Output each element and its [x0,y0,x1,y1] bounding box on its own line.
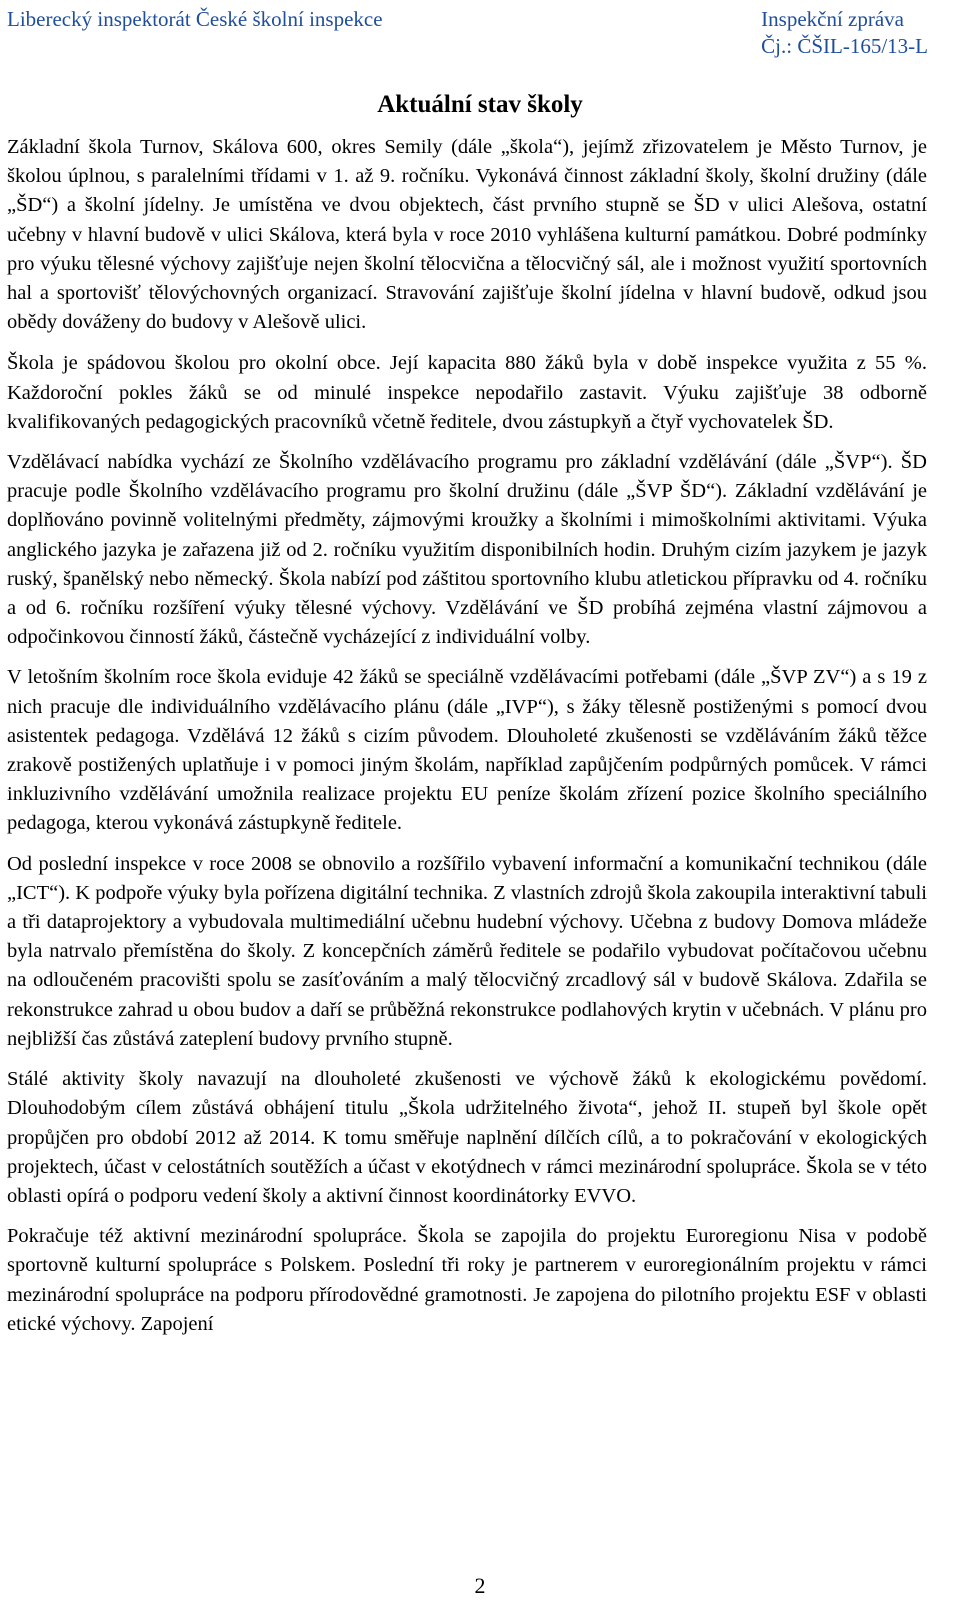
paragraph-ict-equipment: Od poslední inspekce v roce 2008 se obnovilo a rozšířilo vybavení informační a komunikační technikou (dále „ICT“). K podpoře výuky byla pořízena digitální technika. Z vlastních zdrojů škola zakoupila interaktivní tabuli a tři dataprojektory a vybudovala multimediální učebnu hudební výchovy. Učebna z budovy Domova mládeže byla natrvalo přemístěna do školy. Z koncepčních záměrů ředitele se podařilo vybudovat počítačovou učebnu na odloučeném pracovišti spolu se zasíťováním a malý tělocvičný zrcadlový sál v budově Skálova. Zdařila se rekonstrukce zahrad u obou budov a daří se průběžná rekonstrukce podlahových krytin v učebnách. V plánu pro nejbližší čas zůstává zateplení budovy prvního stupně. [7,852,927,1050]
header-reference-number: Čj.: ČŠIL-165/13-L [761,34,928,58]
paragraph-school-description: Základní škola Turnov, Skálova 600, okres Semily (dále „škola“), jejímž zřizovatelem je Město Turnov, je školou úplnou, s paralelními třídami v 1. až 9. ročníku. Vykonává činnost základní školy, školní družiny (dále „ŠD“) a školní jídelny. Je umístěna ve dvou objektech, část prvního stupně se ŠD v ulici Alešova, ostatní učebny v hlavní budově v ulici Skálova, která byla v roce 2010 vyhlášena kulturní památkou. Dobré podmínky pro výuku tělesné výchovy zajišťuje nejen školní tělocvična a tělocvičný sál, ale i možnost využití sportovních hal a sportovišť tělovýchovných organizací. Stravování zajišťuje školní jídelna v hlavní budově, odkud jsou obědy dováženy do budovy v Alešově ulici. [7,136,927,334]
header-organization: Liberecký inspektorát České školní inspekce [7,7,383,31]
paragraph-capacity: Škola je spádovou školou pro okolní obce. Její kapacita 880 žáků byla v době inspekce využita z 55 %. Každoroční pokles žáků se od minulé inspekce nepodařilo zastavit. Výuku zajišťuje 38 odborně kvalifikovaných pedagogických pracovníků včetně ředitele, dvou zástupkyň a čtyř vychovatelek ŠD. [7,352,927,433]
paragraph-international: Pokračuje též aktivní mezinárodní spolupráce. Škola se zapojila do projektu Euroregionu Nisa v podobě sportovně kulturní spolupráce s Polskem. Poslední tři roky je partnerem v euroregionálním projektu v rámci mezinárodní spolupráce na podporu přírodovědné gramotnosti. Je zapojena do pilotního projektu ESF v oblasti etické výchovy. Zapojení [7,1225,927,1335]
page-header [7,6,928,62]
header-document-info [761,6,928,60]
paragraph-curriculum: Vzdělávací nabídka vychází ze Školního vzdělávacího programu pro základní vzdělávání (dále „ŠVP“). ŠD pracuje podle Školního vzdělávacího programu pro školní družinu (dále „ŠVP ŠD“). Základní vzdělávání je doplňováno povinně volitelnými předměty, zájmovými kroužky a školními i mimoškolními aktivitami. Výuka anglického jazyka je zařazena již od 2. ročníku využitím disponibilních hodin. Druhým cizím jazykem je jazyk ruský, španělský nebo německý. Škola nabízí pod záštitou sportovního klubu atletickou přípravku od 4. ročníku a od 6. ročníku rozšíření výuky tělesné výchovy. Vzdělávání ve ŠD probíhá zejména vlastní zájmovou a odpočinkovou činností žáků, částečně vycházející z individuální volby. [7,451,927,649]
header-document-type: Inspekční zpráva [761,7,905,31]
page-title: Aktuální stav školy [377,91,583,118]
paragraph-special-needs: V letošním školním roce škola eviduje 42 žáků se speciálně vzdělávacími potřebami (dále „ŠVP ZV“) a s 19 z nich pracuje dle individuálního vzdělávacího plánu (dále „IVP“), s žáky tělesně postiženými s pomocí dvou asistentek pedagoga. Vzdělává 12 žáků s cizím původem. Dlouholeté zkušenosti se vzděláváním žáků těžce zrakově postižených uplatňuje i v pomoci jiným školám, například zapůjčením podpůrných pomůcek. V rámci inkluzivního vzdělávání umožnila realizace projektu EU peníze školám zřízení pozice školního speciálního pedagoga, kterou vykonává zástupkyně ředitele. [7,666,927,835]
paragraph-ecology: Stálé aktivity školy navazují na dlouholeté zkušenosti ve výchově žáků k ekologickému povědomí. Dlouhodobým cílem zůstává obhájení titulu „Škola udržitelného života“, jehož II. stupeň byl škole opět propůjčen pro období 2012 až 2014. K tomu směřuje naplnění dílčích cílů, a to pokračování v ekologických projektech, účast v celostátních soutěžích a účast v ekotýdnech v rámci mezinárodní spolupráce. Škola se v této oblasti opírá o podporu vedení školy a aktivní činnost koordinátorky EVVO. [7,1068,927,1207]
document-body [7,133,927,1350]
page-number: 2 [474,1573,486,1598]
